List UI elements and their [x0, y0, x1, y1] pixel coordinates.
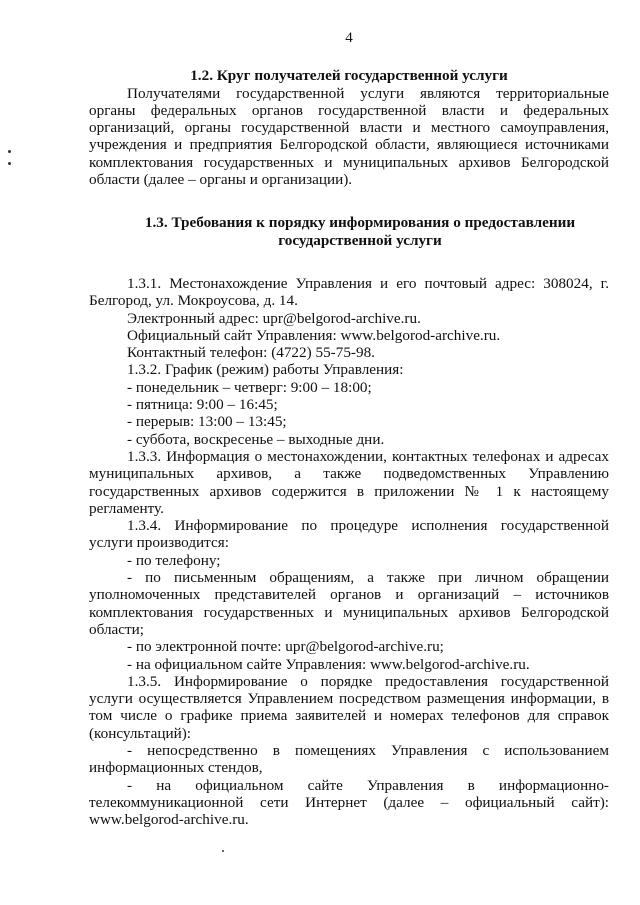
scan-dot — [222, 850, 224, 852]
schedule-item: - суббота, воскресенье – выходные дни. — [127, 430, 385, 448]
list-item: - по письменным обращениям, а также при личном обращении уполномоченных представителей органов и организаций – источников комплектования государственных и муниципальных архивов Белгородской области; — [89, 569, 609, 638]
phone-line: Контактный телефон: (4722) 55-75-98. — [127, 344, 375, 362]
schedule-item: - пятница: 9:00 – 16:45; — [127, 396, 278, 414]
list-item: - непосредственно в помещениях Управления с использованием информационных стендов, — [89, 741, 609, 777]
section-1-3-title: 1.3. Требования к порядку информирования о предоставлении государственной услуги — [144, 214, 576, 249]
page-number: 4 — [345, 30, 353, 46]
section-1-2-title: 1.2. Круг получателей государственной услуги — [190, 67, 508, 85]
list-item: - по электронной почте: upr@belgorod-archive.ru; — [127, 638, 444, 656]
paragraph-1-3-5: 1.3.5. Информирование о порядке предоставления государственной услуги осуществляется Управлением посредством размещения информации, в том числе о графике приема заявителей и номерах телефонов для справок (консультаций): — [89, 672, 609, 742]
margin-mark — [8, 162, 11, 165]
paragraph-1-3-2: 1.3.2. График (режим) работы Управления: — [127, 361, 404, 379]
email-line: Электронный адрес: upr@belgorod-archive.ru. — [127, 309, 421, 327]
site-line: Официальный сайт Управления: www.belgorod-archive.ru. — [127, 326, 501, 344]
schedule-item: - понедельник – четверг: 9:00 – 18:00; — [127, 378, 372, 396]
document-page — [89, 30, 609, 828]
list-item: - на официальном сайте Управления в информационно-телекоммуникационной сети Интернет (далее – официальный сайт): www.belgorod-archive.ru. — [89, 776, 609, 829]
list-item: - на официальном сайте Управления: www.belgorod-archive.ru. — [127, 655, 530, 673]
margin-mark — [8, 150, 11, 153]
schedule-item: - перерыв: 13:00 – 13:45; — [127, 413, 287, 431]
list-item: - по телефону; — [127, 551, 221, 569]
paragraph-1-3-4: 1.3.4. Информирование по процедуре исполнения государственной услуги производится: — [89, 517, 609, 552]
paragraph-1-3-3: 1.3.3. Информация о местонахождении, контактных телефонах и адресах муниципальных архивов, а также подведомственных Управлению государственных архивов содержится в приложении № 1 к настоящему регламенту. — [89, 447, 609, 517]
paragraph-1-3-1: 1.3.1. Местонахождение Управления и его почтовый адрес: 308024, г. Белгород, ул. Мокроусова, д. 14. — [89, 274, 609, 310]
section-1-2-text: Получателями государственной услуги являются территориальные органы федеральных органов государственной власти и федеральных организаций, органы государственной власти и местного самоуправления, учреждения и предприятия Белгородской области, являющиеся источниками комплектования государственных и муниципальных архивов Белгородской области (далее – органы и организации). — [89, 84, 609, 189]
